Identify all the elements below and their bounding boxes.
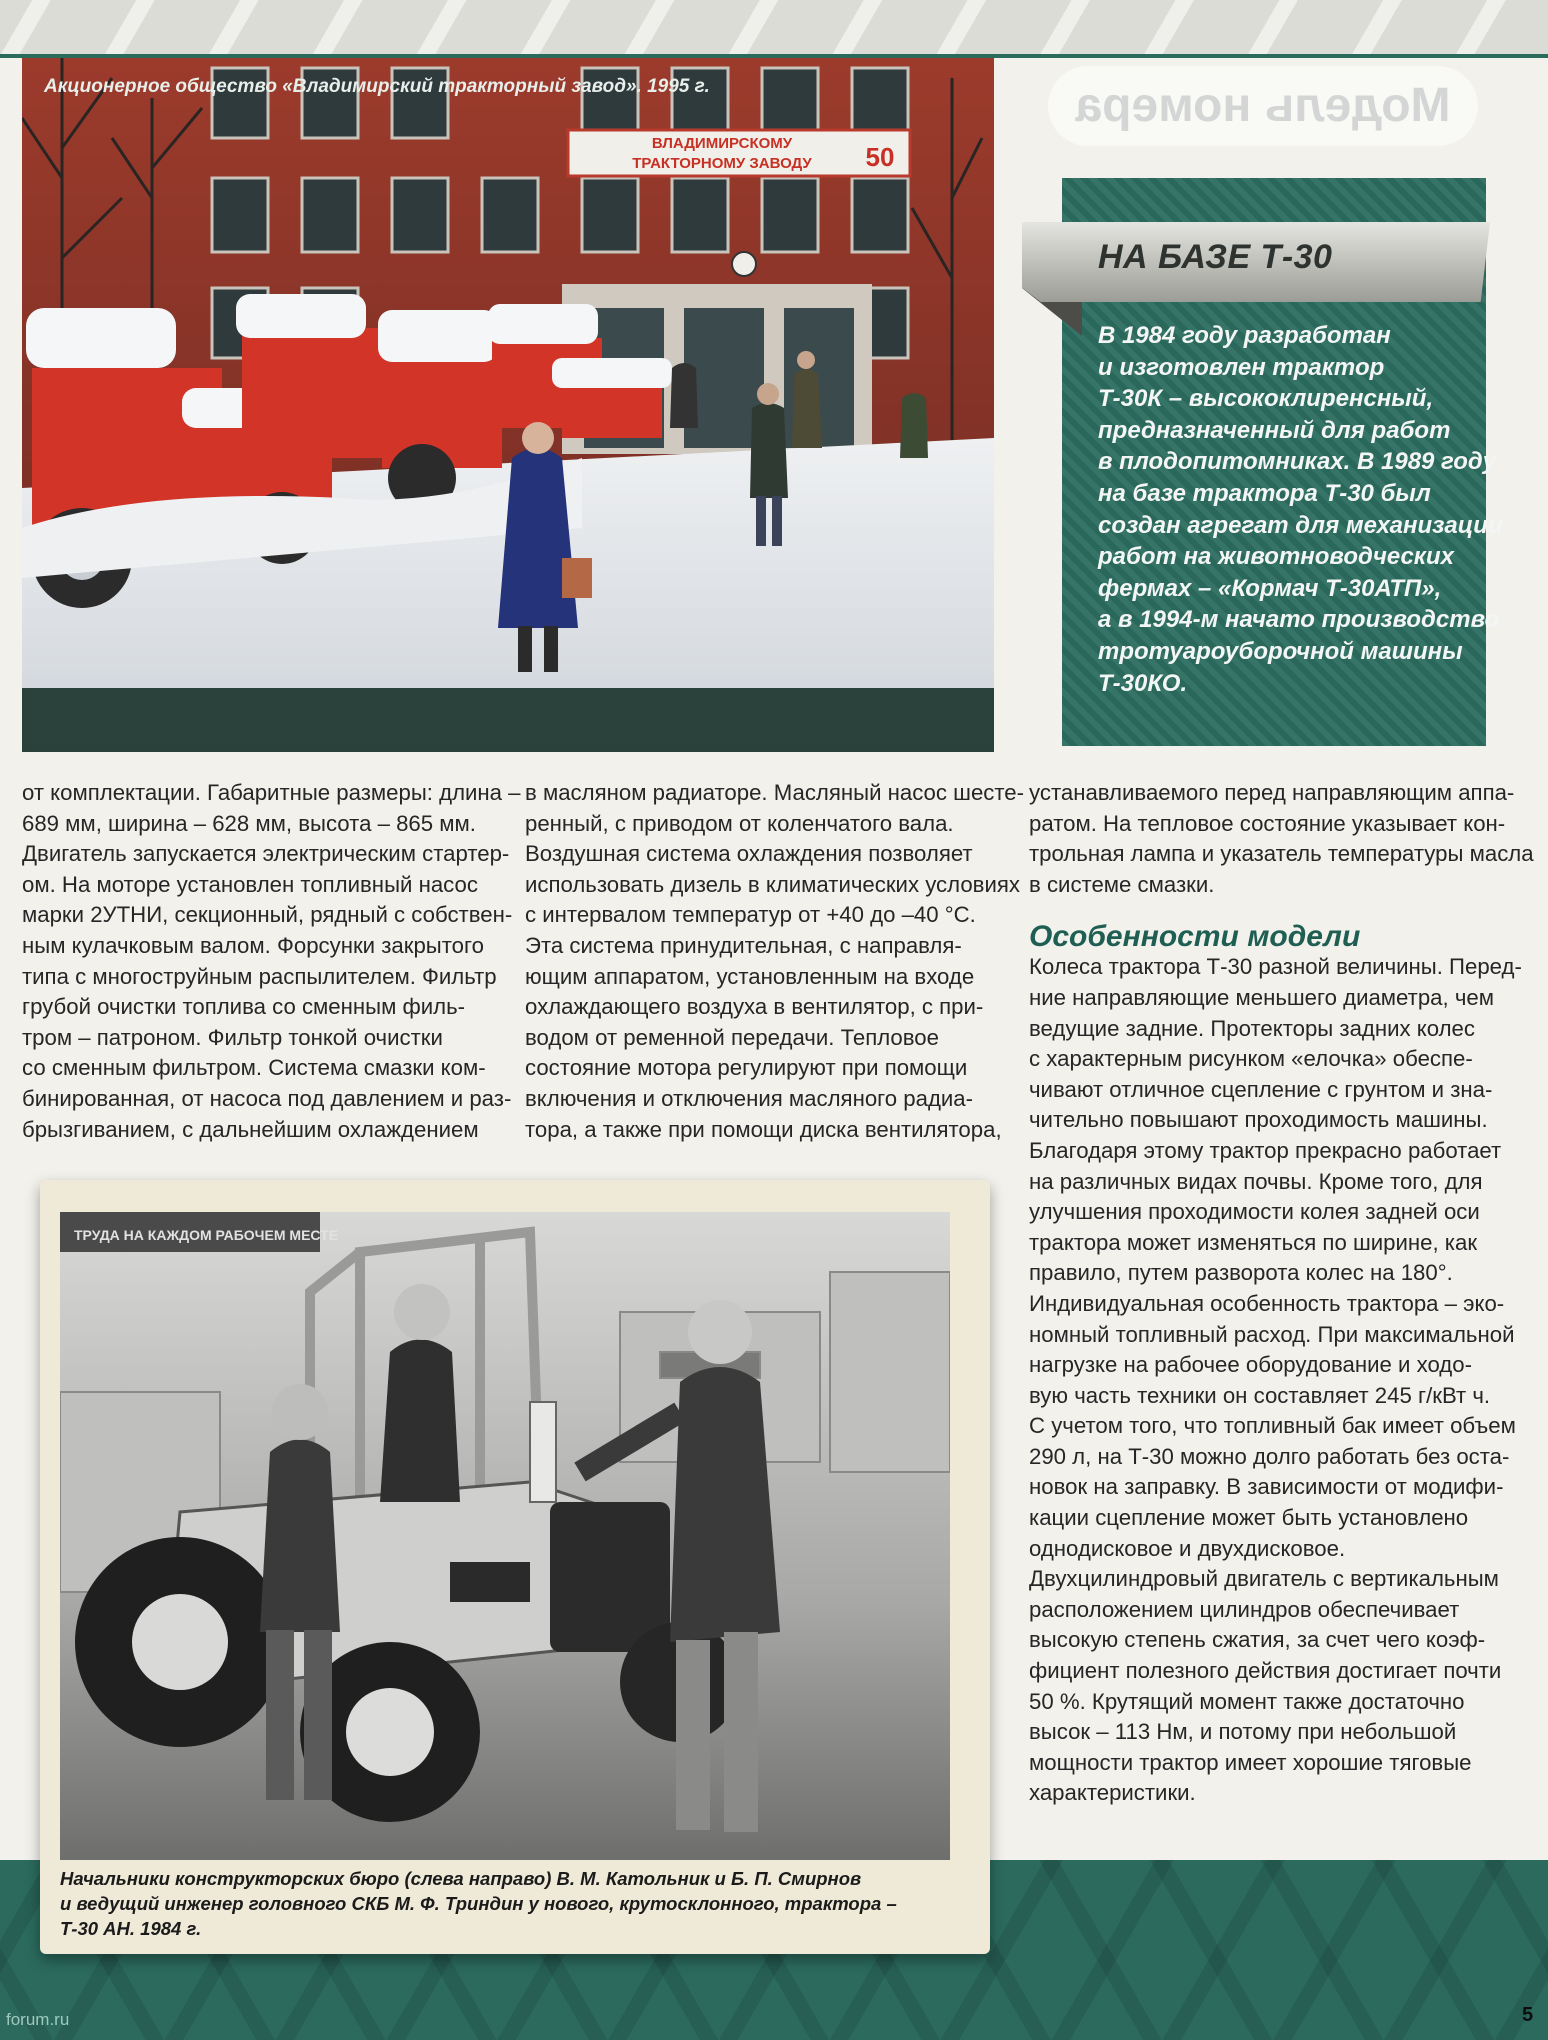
article-line: вую часть техники он составляет 245 г/кВт ч.: [1029, 1382, 1491, 1408]
article-line: высокую степень сжатия, за счет чего коэф-: [1029, 1627, 1486, 1653]
article-line: ратом. На тепловое состояние указывает кон-: [1029, 810, 1506, 836]
article-line: новок на заправку. В зависимости от модифи-: [1029, 1474, 1504, 1500]
sidebar-line: и изготовлен трактор: [1098, 353, 1385, 381]
article-line: марки 2УТНИ, секционный, рядный с собствен-: [22, 902, 513, 928]
factory-banner: [568, 130, 910, 176]
article-line: характеристики.: [1029, 1780, 1196, 1806]
clock-icon: [732, 252, 756, 276]
article-line: ющим аппаратом, установленным на входе: [525, 963, 975, 989]
article-line: тора, а также при помощи диска вентилятора,: [525, 1116, 1002, 1142]
sidebar-line: В 1984 году разработан: [1098, 322, 1391, 349]
article-line: трактора может изменяться по ширине, как: [1029, 1229, 1478, 1255]
article-line: с интервалом температур от +40 до –40 °С.: [525, 902, 976, 928]
article-line: Эта система принудительная, с направля-: [525, 932, 962, 958]
sidebar-line: Т-30К – высококлиренсный,: [1098, 385, 1434, 413]
article-line: брызгиванием, с дальнейшим охлаждением: [22, 1116, 479, 1142]
article-line: чивают отличное сцепление с грунтом и зна-: [1029, 1076, 1493, 1102]
sidebar-line: Т-30КО.: [1098, 669, 1188, 697]
top-tread-band: [0, 0, 1548, 58]
article-line: 50 %. Крутящий момент также достаточно: [1029, 1688, 1465, 1714]
article-line: ом. На моторе установлен топливный насос: [22, 871, 478, 897]
article-line: расположением цилиндров обеспечивает: [1029, 1596, 1460, 1622]
factory-scene: [22, 58, 994, 752]
photo2-caption-line: Начальники конструкторских бюро (слева направо) В. М. Катольник и Б. П. Смирнов: [60, 1868, 862, 1889]
article-line: Двигатель запускается электрическим стартер-: [22, 841, 510, 867]
sidebar-text: [1098, 320, 1503, 699]
article-line: в системе смазки.: [1029, 871, 1215, 897]
article-line: охлаждающего воздуха в вентилятор, с при-: [525, 994, 984, 1020]
article-line: мощности трактор имеет хорошие тяговые: [1029, 1749, 1472, 1775]
article-line: бинированная, от насоса под давлением и раз-: [22, 1085, 512, 1111]
article-column-1: [22, 778, 521, 1145]
article-line: ведущие задние. Протекторы задних колес: [1029, 1015, 1475, 1041]
article-line: в масляном радиаторе. Масляный насос шесте-: [525, 780, 1025, 805]
article-line: на различных видах почвы. Кроме того, для: [1029, 1168, 1483, 1194]
article-line: правило, путем разворота колес на 180°.: [1029, 1260, 1453, 1286]
banner-line-1: ВЛАДИМИРСКОМУ: [651, 135, 793, 152]
photo2-caption-line: и ведущий инженер головного СКБ М. Ф. Триндин у нового, крутосклонного, трактора –: [60, 1893, 897, 1914]
article-line: 689 мм, ширина – 628 мм, высота – 865 мм.: [22, 810, 476, 836]
sidebar-line: на базе трактора Т-30 был: [1098, 479, 1431, 507]
sidebar-line: фермах – «Кормач Т-30АТП»,: [1098, 574, 1442, 602]
page-number: 5: [1522, 2004, 1534, 2026]
article-line: фициент полезного действия достигает почти: [1029, 1658, 1502, 1684]
article-line: использовать дизель в климатических условиях: [525, 871, 1020, 897]
sidebar-line: создан агрегат для механизации: [1098, 511, 1503, 539]
article-line: Благодаря этому трактор прекрасно работает: [1029, 1137, 1502, 1163]
photo2-caption-line: Т-30 АН. 1984 г.: [60, 1918, 202, 1939]
banner-line-2: ТРАКТОРНОМУ ЗАВОДУ: [632, 155, 812, 172]
sidebar-line: тротуароуборочной машины: [1098, 637, 1463, 665]
sidebar-line: в плодопитомниках. В 1989 году: [1098, 448, 1497, 476]
article-line: Воздушная система охлаждения позволяет: [525, 841, 973, 867]
article-line: с характерным рисунком «елочка» обеспе-: [1029, 1046, 1473, 1072]
article-line: устанавливаемого перед направляющим аппа-: [1029, 780, 1515, 805]
article-line: включения и отключения масляного радиа-: [525, 1085, 974, 1111]
article-line: ние направляющие меньшего диаметра, чем: [1029, 984, 1494, 1010]
article-line: высок – 113 Нм, и потому при небольшой: [1029, 1719, 1457, 1745]
article-line: чительно повышают проходимость машины.: [1029, 1107, 1488, 1133]
factory-winter-photo: [22, 58, 994, 752]
article-line: улучшения проходимости колея задней оси: [1029, 1199, 1480, 1225]
article-line: состояние мотора регулируют при помощи: [525, 1055, 968, 1081]
workshop-scene: [60, 1212, 950, 1860]
ghost-section-heading: Модель номера: [1048, 66, 1478, 146]
section-heading: Особенности модели: [1029, 920, 1361, 954]
article-line: тром – патроном. Фильтр тонкой очистки: [22, 1024, 443, 1050]
article-line: кации сцепление может быть установлено: [1029, 1505, 1469, 1531]
photo1-caption: Акционерное общество «Владимирский тракторный завод». 1995 г.: [44, 76, 710, 97]
article-line: типа с многоструйным распылителем. Фильтр: [22, 963, 497, 989]
sidebar-line: а в 1994-м начато производство: [1098, 606, 1500, 634]
article-line: С учетом того, что топливный бак имеет объем: [1029, 1413, 1516, 1439]
article-line: номный топливный расход. При максимальной: [1029, 1321, 1515, 1347]
forum-watermark: forum.ru: [6, 2010, 70, 2029]
engineers-tractor-photo: [60, 1212, 950, 1860]
article-column-3: [1029, 778, 1534, 1809]
article-line: водом от ременной передачи. Тепловое: [525, 1024, 939, 1050]
sidebar-line: работ на животноводческих: [1098, 543, 1454, 571]
photo1-caption-bar: [22, 688, 994, 752]
article-line: Колеса трактора Т-30 разной величины. Перед-: [1029, 954, 1522, 980]
article-line: ренный, с приводом от коленчатого вала.: [525, 810, 954, 836]
photo2-caption: [60, 1866, 960, 1941]
article-line: Индивидуальная особенность трактора – эко-: [1029, 1290, 1505, 1316]
banner-number: 50: [865, 142, 895, 172]
article-line: Двухцилиндровый двигатель с вертикальным: [1029, 1566, 1499, 1592]
sidebar-line: предназначенный для работ: [1098, 416, 1451, 444]
article-line: трольная лампа и указатель температуры масла: [1029, 841, 1534, 867]
article-line: однодисковое и двухдисковое.: [1029, 1535, 1346, 1561]
sidebar-title: НА БАЗЕ Т-30: [1098, 238, 1333, 276]
workshop-banner-text: ТРУДА НА КАЖДОМ РАБОЧЕМ МЕСТЕ: [74, 1227, 339, 1243]
article-line: от комплектации. Габаритные размеры: длина –: [22, 780, 521, 805]
article-line: со сменным фильтром. Система смазки ком-: [22, 1055, 486, 1081]
article-line: нагрузке на рабочее оборудование и ходо-: [1029, 1352, 1472, 1378]
article-line: ным кулачковым валом. Форсунки закрытого: [22, 932, 484, 958]
article-line: 290 л, на Т-30 можно долго работать без оста-: [1029, 1443, 1510, 1469]
article-column-2: [525, 778, 1025, 1145]
article-line: грубой очистки топлива со сменным филь-: [22, 994, 466, 1020]
